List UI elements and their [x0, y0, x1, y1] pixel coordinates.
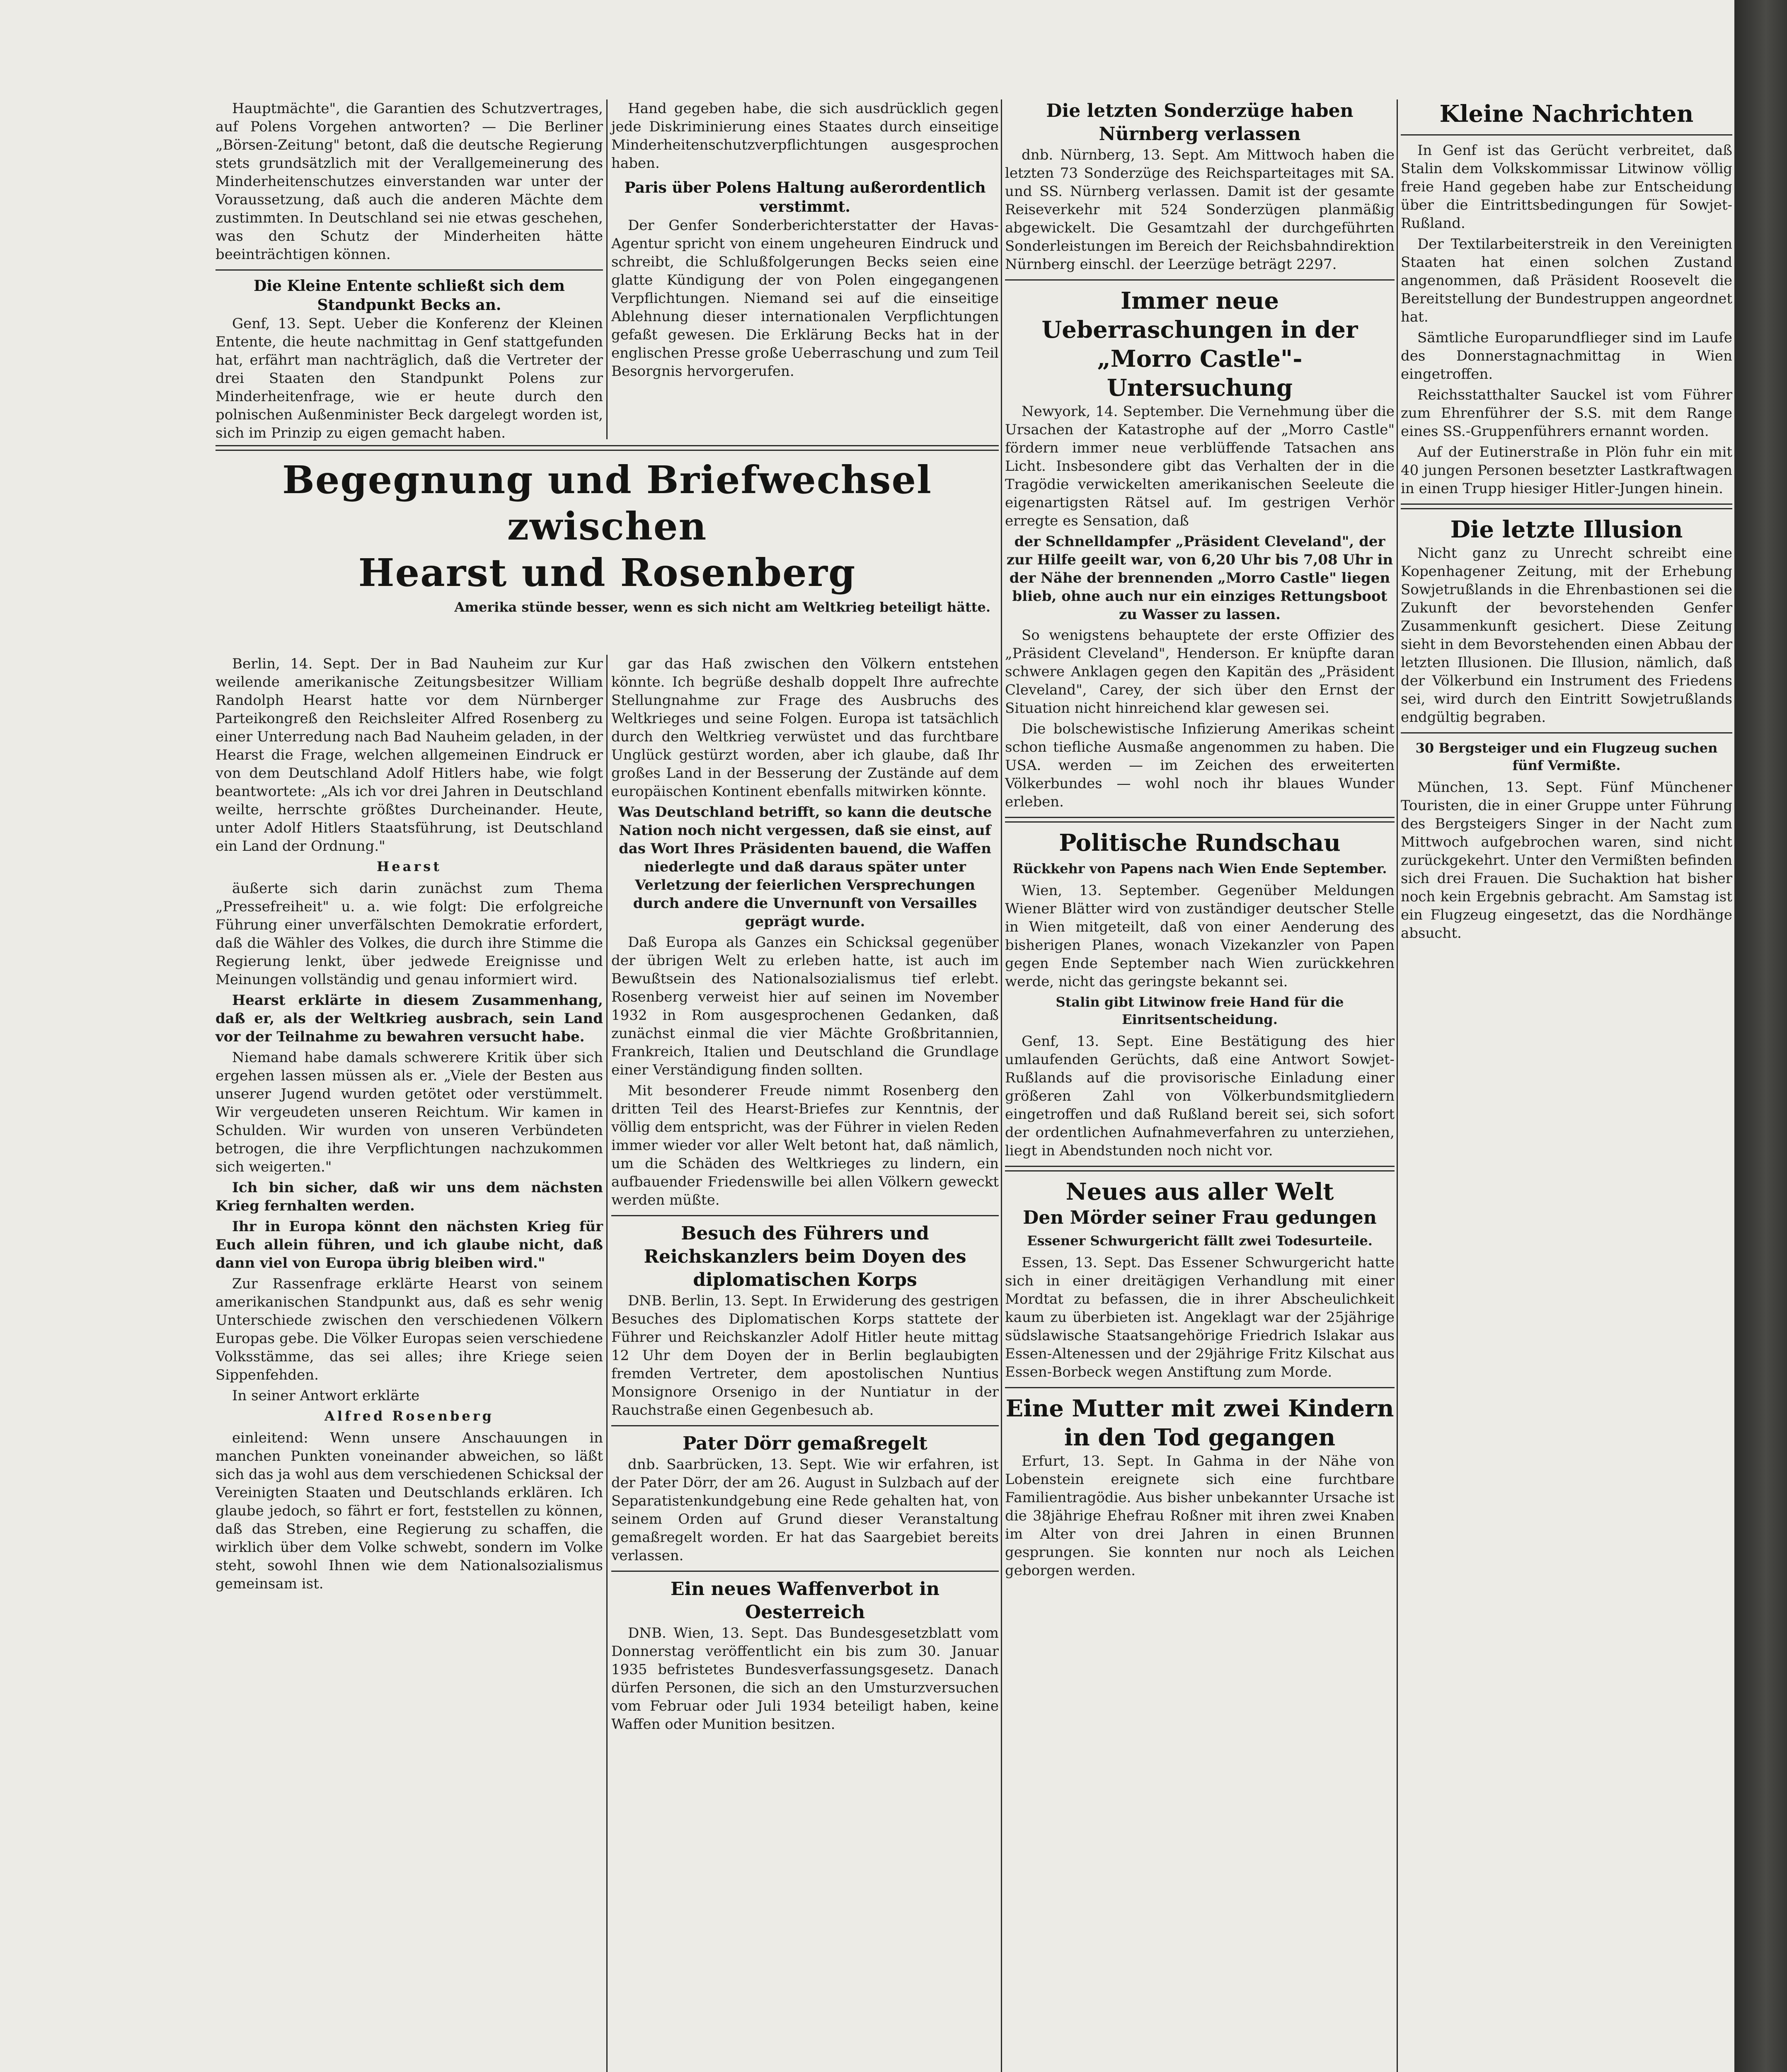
morro-highlight: der Schnelldampfer „Präsident Cleveland", der zur Hilfe geeilt war, von 6,20 Uhr bis 7,08 Uhr in der Nähe der brennenden „Morro Castle" liegen blieb, ohne auch nur ein einziges Rettungsboot zu Wasser zu lassen. — [1006, 533, 1393, 623]
klein-text-4: Reichsstatthalter Sauckel ist vom Führer zum Ehrenführer der S.S. mit dem Range eines SS.-Gruppenführers ernannt worden. — [1401, 387, 1732, 440]
klein-text-5: Auf der Eutinerstraße in Plön fuhr ein mit 40 jungen Personen besetzter Lastkraftwagen in einen Trupp hiesiger Hitler-Jungen hinein. — [1401, 444, 1732, 497]
entente-headline: Die Kleine Entente schließt sich dem Standpunkt Becks an. — [254, 277, 565, 314]
divider — [611, 1425, 999, 1426]
morro-headline: Immer neue Ueberraschungen in der „Morro Castle"-Untersuchung — [1041, 287, 1358, 402]
divider — [1005, 1387, 1395, 1388]
divider — [1401, 732, 1732, 733]
moerder-text: Essen, 13. Sept. Das Essener Schwurgericht hatte sich in einer dreitägigen Verhandlung mit einer Mordtat zu befassen, die in ihrer Abscheulichkeit kaum zu überbieten ist. Angeklagt war der 25jährige südslawische Staatsangehörige Friedrich Islakar aus Essen-Altenessen und der 29jährige Fritz Kilschat aus Essen-Borbeck wegen Anstiftung zum Morde. — [1005, 1254, 1395, 1380]
sonder-headline: Die letzten Sonderzüge haben Nürnberg verlassen — [1046, 100, 1354, 145]
column-rule — [1001, 99, 1002, 2072]
sonder-text: dnb. Nürnberg, 13. Sept. Am Mittwoch haben die letzten 73 Sonderzüge des Reichsparteitages mit SA. und SS. Nürnberg verlassen. Damit ist der gesamte Reiseverkehr mit 524 Sonderzügen planmäßig abgewickelt. Die Gesamtzahl der durchgeführten Sonderleistungen im Bereich der Reichsbahndirektion Nürnberg einschl. der Leerzüge beträgt 2297. — [1005, 147, 1395, 273]
doerr-headline: Pater Dörr gemaßregelt — [683, 1433, 927, 1454]
main-headline-block — [216, 439, 999, 620]
stalin-text: Genf, 13. Sept. Eine Bestätigung des hier umlaufenden Gerüchts, daß eine Antwort Sowjet-Rußlands auf die provisorische Einladung einer größeren Zahl von Völkerbundsmitgliedern eingetroffen und daß Rußland bereit sei, sich sofort der ordentlichen Aufnahmeverfahren zu unterziehen, liegt in Abendstunden noch nicht vor. — [1005, 1033, 1395, 1159]
column-rule — [606, 99, 608, 439]
entente-text: Genf, 13. Sept. Ueber die Konferenz der Kleinen Entente, die heute nachmittag in Genf stattgefunden hat, erfährt man nachträglich, daß die Vertreter der drei Staaten den Standpunkt Polens zur Minderheitenfrage, wie er heute durch den polnischen Außenminister Beck dargelegt worden ist, sich im Prinzip zu eigen gemacht haben. — [216, 315, 603, 441]
morro-text: Newyork, 14. September. Die Vernehmung über die Ursachen der Katastrophe auf der „Morro Castle" fördern immer neue verblüffende Tatsachen ans Licht. Insbesondere gibt das Verhalten der in die Tragödie verwickelten amerikanischen Seeleute die eigenartigsten Rätsel auf. Im gestrigen Verhör erregte es Sensation, daß — [1005, 403, 1395, 529]
divider — [1005, 817, 1395, 823]
papen-headline: Rückkehr von Papens nach Wien Ende September. — [1012, 861, 1387, 876]
paris-text: Der Genfer Sonderberichterstatter der Havas-Agentur spricht von einem ungeheuren Eindruck und schreibt, die Schlußfolgerungen Becks seien eine glatte Kündigung der von Polen eingegangenen Verpflichtungen. Niemand sei auf die einseitige Ablehnung dieser internationalen Verpflichtungen gefaßt gewesen. Die Erklärung Becks hat in der englischen Presse große Ueberraschung und zum Teil Besorgnis hervorgerufen. — [611, 217, 999, 380]
moerder-headline: Den Mörder seiner Frau gedungen — [1023, 1207, 1377, 1228]
illusion-text: Nicht ganz zu Unrecht schreibt eine Kopenhagener Zeitung, mit der Erhebung Sowjetrußlands in die Ehrenbastionen sei die Zukunft der bevorstehenden Genfer Zusammenkunft gesichert. Diese Zeitung sieht in dem Bevorstehenden einen Abbau der letzten Illusionen. Die Illusion, nämlich, daß der Völkerbund ein Instrument des Friedens sei, wird durch den Eintritt Sowjetrußlands endgültig begraben. — [1401, 545, 1732, 726]
hass-text: gar das Haß zwischen den Völkern entstehen könnte. Ich begrüße deshalb doppelt Ihre aufrechte Stellungnahme zur Frage des Ausbruchs des Weltkrieges und seine Folgen. Europa ist tatsächlich durch den Weltkrieg verwüstet und das furchtbare Unglück gestürzt worden, aber ich glaube, daß Ihr großes Land in der Besserung der Zustände auf dem europäischen Kontinent ebenfalls mitwirken könnte. — [611, 656, 999, 800]
neues-headline: Neues aus aller Welt — [1065, 1178, 1334, 1205]
main-headline-line-1: Begegnung und Briefwechsel zwischen — [282, 457, 932, 549]
column-2-top — [611, 99, 999, 423]
papen-text: Wien, 13. September. Gegenüber Meldungen Wiener Blätter wird von zuständiger deutscher Stelle in Wien mitgeteilt, daß von einer Aenderung des bisherigen Planes, wonach Vizekanzler von Papen gegen Ende September nach Wien zurückkehren werde, nicht das geringste bekannt sei. — [1005, 882, 1395, 990]
divider — [1005, 1166, 1395, 1172]
lead-article-text: Hauptmächte", die Garantien des Schutzvertrages, auf Polens Vorgehen antworten? — Die Berliner „Börsen-Zeitung" betont, daß die deutsche Regierung stets grundsätzlich mit der Verallgemeinerung des Minderheitenschutzes einverstanden war unter der Voraussetzung, daß auch die anderen Mächte dem zustimmten. In Deutschland sei nie etwas geschehen, was den Schutz der Minderheiten hätte beeinträchtigen können. — [216, 100, 603, 263]
column-1-top — [216, 99, 603, 441]
waffen-text: DNB. Wien, 13. Sept. Das Bundesgesetzblatt vom Donnerstag veröffentlicht ein bis zum 30. Januar 1935 befristetes Bundesverfassungsgesetz. Danach dürfen Personen, die sich an den Umsturzversuchen vom Februar oder Juli 1934 beteiligt haben, keine Waffen oder Munition besitzen. — [611, 1625, 999, 1733]
klein-text-1: In Genf ist das Gerücht verbreitet, daß Stalin dem Volkskommissar Litwinow völlig freie Hand gegeben habe zur Entscheidung über die Eintrittsbedingungen für Sowjet-Rußland. — [1401, 142, 1732, 232]
paris-headline: Paris über Polens Haltung außerordentlich verstimmt. — [624, 179, 986, 215]
quote-2: Ihr in Europa könnt den nächsten Krieg für Euch allein führen, und ich glaube nicht, daß dann viel von Europa übrig bleiben wird." — [216, 1218, 603, 1271]
column-rule — [606, 655, 608, 2072]
main-subline: Amerika stünde besser, wenn es sich nicht am Weltkrieg beteiligt hätte. — [454, 599, 990, 615]
freude-text: Mit besonderer Freude nimmt Rosenberg den dritten Teil des Hearst-Briefes zur Kenntnis, der völlig dem entspricht, was der Führer in vielen Reden immer wieder vor aller Welt betont hat, daß nämlich, um die Schäden des Weltkrieges zu lindern, ein aufbauender Friedenswille bei allen Völkern geweckt werden müßte. — [611, 1082, 999, 1208]
divider — [611, 1215, 999, 1216]
column-1-hearst — [216, 655, 603, 2072]
hearst-intro: Berlin, 14. Sept. Der in Bad Nauheim zur Kur weilende amerikanische Zeitungsbesitzer William Randolph Hearst hatte vor dem Nürnberger Parteikongreß den Reichsleiter Alfred Rosenberg zu einer Unterredung nach Bad Nauheim geladen, in der Hearst die Frage, welchen allgemeinen Eindruck er von dem Deutschland Adolf Hitlers habe, wie folgt beantwortete: „Als ich vor drei Jahren in Deutschland weilte, herrschte größtes Durcheinander. Heute, unter Adolf Hitlers Staatsführung, ist Deutschland ein Land der Ordnung." — [216, 656, 603, 854]
divider — [1005, 279, 1395, 281]
hearst-text: äußerte sich darin zunächst zum Thema „Pressefreiheit" u. a. wie folgt: Die erfolgreiche Führung einer unverfälschten Demokratie erfordert, daß die Wähler des Volkes, die durch ihre Stimme die Regierung lenkt, über jedwede Ereignisse und Meinungen vollständig und genau informiert wird. — [216, 880, 603, 988]
moerder-subline: Essener Schwurgericht fällt zwei Todesurteile. — [1027, 1233, 1373, 1249]
nation-highlight: Was Deutschland betrifft, so kann die deutsche Nation noch nicht vergessen, daß sie einst, auf das Wort Ihres Präsidenten bauend, die Waffen niederlegte und daß daraus später unter Verletzung der feierlichen Versprechungen durch andere die Unvernunft von Versailles geprägt wurde. — [618, 804, 992, 930]
klein-text-3: Sämtliche Europarundflieger sind im Laufe des Donnerstagnachmittag in Wien eingetroffen. — [1401, 329, 1732, 382]
divider — [1401, 503, 1732, 509]
krieg-text: Niemand habe damals schwerere Kritik über sich ergehen lassen müssen als er. „Viele der Besten aus unserer Jugend wurden getötet oder verstümmelt. Wir vergeudeten unseren Reichtum. Wir kamen in Schulden. Wir wurden von unseren Verbündeten betrogen, die ihre Verpflichtungen nachzukommen sich weigerten." — [216, 1049, 603, 1175]
mutter-headline: Eine Mutter mit zwei Kindern in den Tod gegangen — [1005, 1395, 1394, 1451]
divider — [611, 1571, 999, 1572]
stalin-headline: Stalin gibt Litwinow freie Hand für die Einritsentscheidung. — [1056, 994, 1344, 1027]
column-rule — [1397, 99, 1398, 2072]
antwort-text: In seiner Antwort erklärte — [232, 1387, 420, 1404]
illusion-headline: Die letzte Illusion — [1450, 516, 1683, 543]
divider — [1401, 134, 1732, 136]
divider — [216, 269, 603, 271]
polen-text: Hand gegeben habe, die sich ausdrücklich gegen jede Diskriminierung eines Staates durch einseitige Minderheitenschutzverpflichtungen ausgesprochen haben. — [611, 100, 999, 172]
rasse-text: Zur Rassenfrage erklärte Hearst von seinem amerikanischen Standpunkt aus, daß es sehr wenig Unterschiede zwischen den verschiedenen Völkern Europas gebe. Die Völker Europas seien verschiedene Volksstämme, das sei alles; ihre Kriege seien Sippenfehden. — [216, 1276, 603, 1383]
hearst-label: Hearst — [377, 859, 442, 874]
europa-text: Daß Europa als Ganzes ein Schicksal gegenüber der übrigen Welt zu erleben hatte, ist auch im Bewußtsein des Nationalsozialismus tief erlebt. Rosenberg verweist hier auf seinen im November 1932 in Rom ausgesprochenen Gedanken, daß zunächst einmal die vier Mächte Großbritannien, Frankreich, Italien und Deutschland die Grundlage einer Verständigung finden sollten. — [611, 934, 999, 1078]
morro-text-3: Die bolschewistische Infizierung Amerikas scheint schon tiefliche Ausmaße angenommen zu haben. Die USA. werden — im Zeichen des erweiterten Völkerbundes — wohl noch ihr blaues Wunder erleben. — [1005, 721, 1395, 810]
column-3 — [1005, 99, 1395, 2072]
kanzler-headline: Besuch des Führers und Reichskanzlers beim Doyen des diplomatischen Korps — [644, 1223, 966, 1290]
rundschau-headline: Politische Rundschau — [1059, 829, 1341, 857]
doerr-text: dnb. Saarbrücken, 13. Sept. Wie wir erfahren, ist der Pater Dörr, der am 26. August in Sulzbach auf der Separatistenkundgebung eine Rede gehalten hat, von seinem Orden auf Grund dieser Veranstaltung gemaßregelt worden. Er hat das Saargebiet bereits verlassen. — [611, 1456, 999, 1564]
column-4 — [1401, 99, 1732, 2072]
mutter-text: Erfurt, 13. Sept. In Gahma in der Nähe von Lobenstein ereignete sich eine furchtbare Familientragödie. Aus bisher unbekannter Ursache ist die 38jährige Ehefrau Roßner mit ihren zwei Knaben im Alter von drei Jahren in einen Brunnen gesprungen. Sie konnten nur noch als Leichen geborgen werden. — [1005, 1453, 1395, 1579]
column-2 — [611, 655, 999, 2072]
kanzler-text: DNB. Berlin, 13. Sept. In Erwiderung des gestrigen Besuches des Diplomatischen Korps stattete der Führer und Reichskanzler Adolf Hitler heute mittag 12 Uhr dem Doyen der in Berlin beglaubigten fremden Vertreter, dem apostolischen Nuntius Monsignore Orsenigo in der Nuntiatur in der Rauchstraße einen Gegenbesuch ab. — [611, 1293, 999, 1418]
berg-headline: 30 Bergsteiger und ein Flugzeug suchen fünf Vermißte. — [1415, 740, 1718, 773]
divider — [216, 445, 999, 451]
berg-text: München, 13. Sept. Fünf Münchener Touristen, die in einer Gruppe unter Führung des Bergsteigers Singer in der Nacht zum Mittwoch aufgebrochen waren, sind nicht zurückgekehrt. Unter den Vermißten befinden sich drei Frauen. Die Suchaktion hat bisher noch kein Ergebnis gebracht. Am Samstag ist ein Flugzeug eingesetzt, das die Nordhänge absucht. — [1401, 779, 1732, 942]
quote-1: Ich bin sicher, daß wir uns dem nächsten Krieg fernhalten werden. — [216, 1179, 603, 1214]
morro-text-2: So wenigstens behauptete der erste Offizier des „Präsident Cleveland", Henderson. Er knüpfte daran schwere Anklagen gegen den Kapitän des „Präsident Cleveland", Carey, der sich über den Ernst der Situation nicht hinreichend klar gewesen sei. — [1005, 627, 1395, 716]
klein-text-2: Der Textilarbeiterstreik in den Vereinigten Staaten hat einen solchen Zustand angenommen, daß Präsident Roosevelt die Bereitstellung der Bundestruppen angeordnet hat. — [1401, 236, 1732, 325]
rosenberg-label: Alfred Rosenberg — [324, 1408, 494, 1424]
page-edge — [1734, 0, 1787, 2072]
krieg-highlight: Hearst erklärte in diesem Zusammenhang, daß er, als der Weltkrieg ausbrach, sein Land vor der Teilnahme zu bewahren versucht habe. — [216, 992, 603, 1045]
rosenberg-text: einleitend: Wenn unsere Anschauungen in manchen Punkten voneinander abweichen, so läßt sich das ja wohl aus dem verschiedenen Schicksal der Vereinigten Staaten und Deutschlands erklären. Ich glaube jedoch, so fährt er fort, feststellen zu können, daß das Streben, eine Regierung zu schaffen, die wirklich über dem Volke schwebt, sondern im Volke steht, sowohl Ihnen wie dem Nationalsozialismus gemeinsam ist. — [216, 1430, 603, 1592]
main-headline-line-2: Hearst und Rosenberg — [358, 550, 856, 595]
waffen-headline: Ein neues Waffenverbot in Oesterreich — [670, 1578, 940, 1623]
kleine-nachrichten-headline: Kleine Nachrichten — [1439, 100, 1694, 128]
